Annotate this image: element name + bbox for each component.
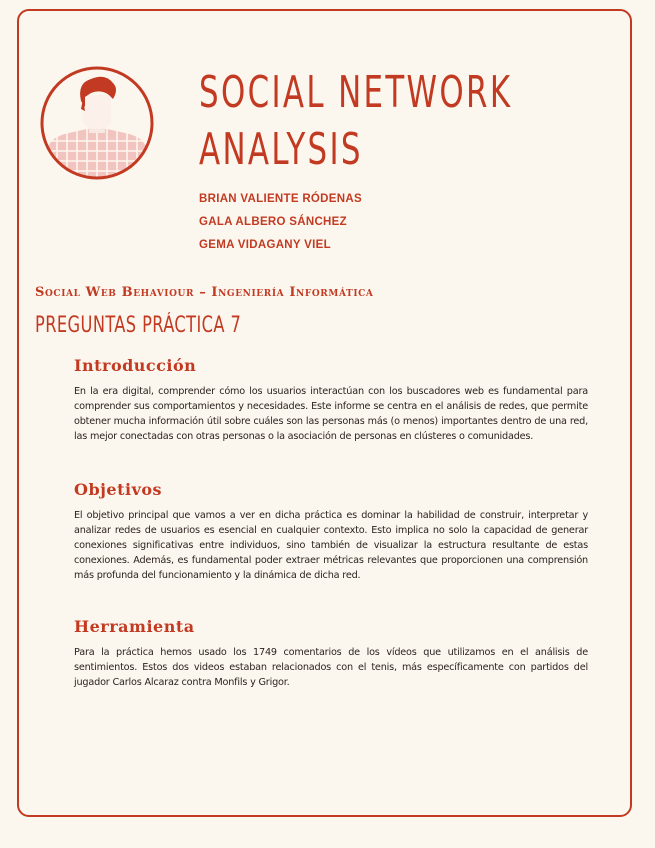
- section-objetivos: [74, 480, 588, 583]
- section-herramienta: [74, 617, 588, 690]
- author-name: BRIAN VALIENTE RÓDENAS: [199, 193, 362, 205]
- title-line-1: SOCIAL NETWORK: [199, 67, 513, 118]
- author-list: [199, 188, 362, 257]
- document-title: [199, 64, 513, 178]
- person-avatar-icon: [39, 65, 155, 181]
- section-body: Para la práctica hemos usado los 1749 comentarios de los vídeos que utilizamos en el análisis de sentimientos. Estos dos videos estaban relacionados con el tenis, más específicamente con partidos del jugador Carlos Alcaraz contra Monfils y Grigor.: [74, 647, 588, 688]
- section-heading: Objetivos: [74, 480, 163, 499]
- author-name: GALA ALBERO SÁNCHEZ: [199, 216, 347, 228]
- section-introduccion: [74, 356, 588, 444]
- author-name: GEMA VIDAGANY VIEL: [199, 239, 331, 251]
- section-body: El objetivo principal que vamos a ver en dicha práctica es dominar la habilidad de construir, interpretar y analizar redes de usuarios es esencial en cualquier contexto. Esto implica no solo la capacidad de generar conexiones significativas entre individuos, sino también de visualizar la estructura resultante de estas conexiones. Además, es fundamental poder extraer métricas relevantes que proporcionen una comprensión más profunda del funcionamiento y la dinámica de dicha red.: [74, 510, 588, 581]
- course-subtitle: Social Web Behaviour – Ingeniería Informática: [35, 285, 374, 300]
- title-line-2: ANALYSIS: [199, 124, 363, 175]
- practice-title: PREGUNTAS PRÁCTICA 7: [35, 313, 242, 338]
- section-heading: Herramienta: [74, 617, 195, 636]
- section-body: En la era digital, comprender cómo los usuarios interactúan con los buscadores web es fundamental para comprender sus comportamientos y necesidades. Este informe se centra en el análisis de redes, que permite obtener mucha información útil sobre cuáles son las personas más (o menos) importantes dentro de una red, las mejor conectadas con otras personas o la asociación de personas en clústeres o comunidades.: [74, 386, 588, 442]
- section-heading: Introducción: [74, 356, 197, 375]
